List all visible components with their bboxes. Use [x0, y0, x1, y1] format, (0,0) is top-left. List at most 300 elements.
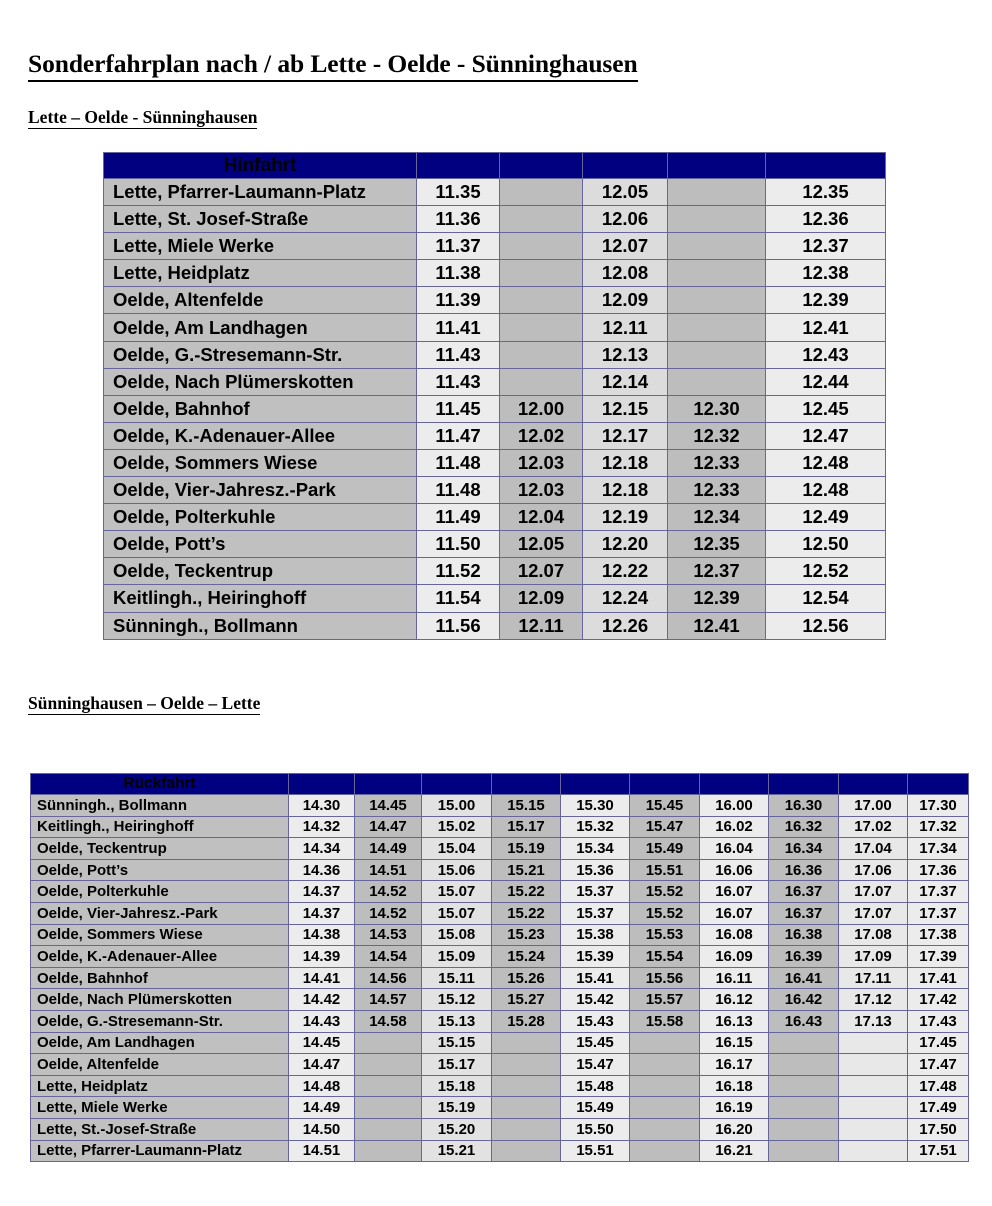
departure-time-cell: 15.26 [492, 967, 561, 989]
stop-name-cell: Oelde, G.-Stresemann-Str. [104, 341, 417, 368]
rueckfahrt-trip-header-1 [289, 774, 355, 795]
departure-time-cell [668, 206, 766, 233]
stop-name-cell: Lette, Miele Werke [31, 1097, 289, 1119]
departure-time-cell [355, 1118, 422, 1140]
departure-time-cell [630, 1140, 700, 1162]
departure-time-cell [769, 1140, 839, 1162]
departure-time-cell: 12.08 [583, 260, 668, 287]
departure-time-cell: 16.20 [700, 1118, 769, 1140]
departure-time-cell: 15.36 [561, 859, 630, 881]
departure-time-cell: 15.54 [630, 946, 700, 968]
departure-time-cell: 16.12 [700, 989, 769, 1011]
departure-time-cell [769, 1118, 839, 1140]
departure-time-cell: 12.05 [500, 531, 583, 558]
table-row [104, 287, 886, 314]
departure-time-cell [630, 1097, 700, 1119]
departure-time-cell: 12.54 [766, 585, 886, 612]
departure-time-cell: 16.43 [769, 1010, 839, 1032]
departure-time-cell: 15.47 [561, 1054, 630, 1076]
departure-time-cell: 14.39 [289, 946, 355, 968]
departure-time-cell: 15.23 [492, 924, 561, 946]
table-row [104, 504, 886, 531]
departure-time-cell: 14.54 [355, 946, 422, 968]
departure-time-cell: 12.06 [583, 206, 668, 233]
departure-time-cell: 12.35 [766, 179, 886, 206]
departure-time-cell: 12.39 [668, 585, 766, 612]
departure-time-cell: 16.06 [700, 859, 769, 881]
departure-time-cell: 17.09 [839, 946, 908, 968]
departure-time-cell: 14.43 [289, 1010, 355, 1032]
table-row [104, 449, 886, 476]
stop-name-cell: Lette, Heidplatz [31, 1075, 289, 1097]
stop-name-cell: Oelde, G.-Stresemann-Str. [31, 1010, 289, 1032]
departure-time-cell [769, 1097, 839, 1119]
departure-time-cell [630, 1118, 700, 1140]
table-row [31, 838, 969, 860]
departure-time-cell: 16.15 [700, 1032, 769, 1054]
departure-time-cell: 17.07 [839, 902, 908, 924]
departure-time-cell: 12.35 [668, 531, 766, 558]
departure-time-cell: 15.19 [492, 838, 561, 860]
departure-time-cell: 15.39 [561, 946, 630, 968]
stop-name-cell: Lette, St.-Josef-Straße [31, 1118, 289, 1140]
section-title-rueckfahrt: Sünninghausen – Oelde – Lette [28, 694, 260, 715]
departure-time-cell [500, 287, 583, 314]
departure-time-cell: 12.02 [500, 422, 583, 449]
departure-time-cell: 14.34 [289, 838, 355, 860]
stop-name-cell: Keitlingh., Heiringhoff [31, 816, 289, 838]
departure-time-cell: 15.24 [492, 946, 561, 968]
departure-time-cell: 12.52 [766, 558, 886, 585]
departure-time-cell: 11.35 [417, 179, 500, 206]
stop-name-cell: Oelde, Vier-Jahresz.-Park [104, 477, 417, 504]
departure-time-cell: 17.37 [908, 881, 969, 903]
departure-time-cell [492, 1054, 561, 1076]
departure-time-cell: 15.07 [422, 881, 492, 903]
departure-time-cell: 15.09 [422, 946, 492, 968]
rueckfahrt-trip-header-9 [839, 774, 908, 795]
departure-time-cell: 12.48 [766, 449, 886, 476]
departure-time-cell: 15.49 [561, 1097, 630, 1119]
table-row [31, 924, 969, 946]
departure-time-cell: 15.37 [561, 881, 630, 903]
departure-time-cell: 12.43 [766, 341, 886, 368]
departure-time-cell: 16.00 [700, 795, 769, 817]
table-row [104, 260, 886, 287]
stop-name-cell: Oelde, Polterkuhle [104, 504, 417, 531]
departure-time-cell: 12.03 [500, 449, 583, 476]
table-row [104, 368, 886, 395]
departure-time-cell: 17.36 [908, 859, 969, 881]
stop-name-cell: Oelde, Bahnhof [31, 967, 289, 989]
departure-time-cell: 17.30 [908, 795, 969, 817]
hinfahrt-trip-header-1 [417, 153, 500, 179]
departure-time-cell: 14.49 [289, 1097, 355, 1119]
departure-time-cell [355, 1032, 422, 1054]
departure-time-cell [630, 1075, 700, 1097]
stop-name-cell: Oelde, Vier-Jahresz.-Park [31, 902, 289, 924]
departure-time-cell [355, 1075, 422, 1097]
departure-time-cell: 11.49 [417, 504, 500, 531]
departure-time-cell: 15.22 [492, 881, 561, 903]
departure-time-cell: 11.50 [417, 531, 500, 558]
departure-time-cell: 12.20 [583, 531, 668, 558]
departure-time-cell: 16.21 [700, 1140, 769, 1162]
departure-time-cell: 16.39 [769, 946, 839, 968]
departure-time-cell [668, 260, 766, 287]
departure-time-cell: 11.38 [417, 260, 500, 287]
departure-time-cell: 12.04 [500, 504, 583, 531]
departure-time-cell [668, 314, 766, 341]
departure-time-cell [769, 1054, 839, 1076]
hinfahrt-header-label: Hinfahrt [104, 153, 417, 179]
timetable-rueckfahrt-body [31, 795, 969, 1162]
departure-time-cell: 17.41 [908, 967, 969, 989]
timetable-rueckfahrt [30, 773, 969, 1162]
departure-time-cell: 12.22 [583, 558, 668, 585]
section-title-hinfahrt: Lette – Oelde - Sünninghausen [28, 108, 257, 129]
stop-name-cell: Oelde, Bahnhof [104, 395, 417, 422]
departure-time-cell: 14.30 [289, 795, 355, 817]
departure-time-cell: 11.41 [417, 314, 500, 341]
timetable-hinfahrt-body [104, 179, 886, 640]
departure-time-cell: 15.15 [492, 795, 561, 817]
departure-time-cell: 11.48 [417, 449, 500, 476]
stop-name-cell: Oelde, Polterkuhle [31, 881, 289, 903]
departure-time-cell: 15.32 [561, 816, 630, 838]
rueckfahrt-trip-header-5 [561, 774, 630, 795]
table-row [31, 1075, 969, 1097]
departure-time-cell: 17.37 [908, 902, 969, 924]
table-row [104, 395, 886, 422]
departure-time-cell: 15.58 [630, 1010, 700, 1032]
departure-time-cell [839, 1032, 908, 1054]
departure-time-cell: 15.02 [422, 816, 492, 838]
departure-time-cell: 12.45 [766, 395, 886, 422]
departure-time-cell: 14.48 [289, 1075, 355, 1097]
table-row [104, 585, 886, 612]
departure-time-cell: 14.51 [289, 1140, 355, 1162]
departure-time-cell: 12.17 [583, 422, 668, 449]
stop-name-cell: Oelde, Am Landhagen [104, 314, 417, 341]
departure-time-cell: 12.11 [500, 612, 583, 639]
departure-time-cell: 15.51 [630, 859, 700, 881]
stop-name-cell: Sünningh., Bollmann [31, 795, 289, 817]
departure-time-cell [769, 1075, 839, 1097]
departure-time-cell: 12.19 [583, 504, 668, 531]
departure-time-cell: 16.32 [769, 816, 839, 838]
stop-name-cell: Oelde, Nach Plümerskotten [31, 989, 289, 1011]
departure-time-cell [355, 1097, 422, 1119]
hinfahrt-trip-header-2 [500, 153, 583, 179]
departure-time-cell: 14.47 [355, 816, 422, 838]
stop-name-cell: Oelde, Sommers Wiese [104, 449, 417, 476]
departure-time-cell: 12.13 [583, 341, 668, 368]
departure-time-cell: 16.37 [769, 902, 839, 924]
stop-name-cell: Lette, Heidplatz [104, 260, 417, 287]
departure-time-cell [668, 233, 766, 260]
departure-time-cell: 14.49 [355, 838, 422, 860]
departure-time-cell: 11.36 [417, 206, 500, 233]
departure-time-cell: 15.27 [492, 989, 561, 1011]
departure-time-cell: 16.42 [769, 989, 839, 1011]
departure-time-cell: 12.00 [500, 395, 583, 422]
departure-time-cell: 17.45 [908, 1032, 969, 1054]
departure-time-cell: 16.13 [700, 1010, 769, 1032]
departure-time-cell: 15.45 [630, 795, 700, 817]
stop-name-cell: Oelde, Altenfelde [104, 287, 417, 314]
departure-time-cell: 17.32 [908, 816, 969, 838]
table-row [104, 422, 886, 449]
departure-time-cell: 15.47 [630, 816, 700, 838]
table-row [31, 967, 969, 989]
departure-time-cell: 12.18 [583, 477, 668, 504]
departure-time-cell: 15.18 [422, 1075, 492, 1097]
table-row [104, 314, 886, 341]
departure-time-cell: 15.17 [422, 1054, 492, 1076]
table-row [31, 1054, 969, 1076]
table-row [104, 531, 886, 558]
stop-name-cell: Oelde, Sommers Wiese [31, 924, 289, 946]
departure-time-cell: 12.32 [668, 422, 766, 449]
departure-time-cell: 11.39 [417, 287, 500, 314]
departure-time-cell: 12.05 [583, 179, 668, 206]
hinfahrt-trip-header-5 [766, 153, 886, 179]
departure-time-cell: 16.41 [769, 967, 839, 989]
departure-time-cell: 14.45 [289, 1032, 355, 1054]
timetable-hinfahrt [103, 152, 886, 640]
departure-time-cell: 14.56 [355, 967, 422, 989]
departure-time-cell: 17.51 [908, 1140, 969, 1162]
table-row [104, 612, 886, 639]
table-row [31, 1097, 969, 1119]
departure-time-cell: 17.48 [908, 1075, 969, 1097]
departure-time-cell: 16.18 [700, 1075, 769, 1097]
departure-time-cell [492, 1140, 561, 1162]
departure-time-cell: 12.50 [766, 531, 886, 558]
departure-time-cell: 15.52 [630, 881, 700, 903]
departure-time-cell [355, 1054, 422, 1076]
departure-time-cell: 12.48 [766, 477, 886, 504]
departure-time-cell: 12.24 [583, 585, 668, 612]
departure-time-cell: 16.11 [700, 967, 769, 989]
departure-time-cell: 12.15 [583, 395, 668, 422]
departure-time-cell: 16.38 [769, 924, 839, 946]
rueckfahrt-trip-header-10 [908, 774, 969, 795]
departure-time-cell: 15.17 [492, 816, 561, 838]
table-row [31, 1118, 969, 1140]
departure-time-cell: 14.53 [355, 924, 422, 946]
departure-time-cell [500, 206, 583, 233]
departure-time-cell: 16.08 [700, 924, 769, 946]
rueckfahrt-trip-header-8 [769, 774, 839, 795]
departure-time-cell: 11.47 [417, 422, 500, 449]
departure-time-cell: 15.48 [561, 1075, 630, 1097]
departure-time-cell [839, 1097, 908, 1119]
departure-time-cell: 14.37 [289, 881, 355, 903]
departure-time-cell: 15.53 [630, 924, 700, 946]
departure-time-cell: 15.28 [492, 1010, 561, 1032]
page-title: Sonderfahrplan nach / ab Lette - Oelde - Sünninghausen [28, 50, 638, 82]
departure-time-cell: 17.08 [839, 924, 908, 946]
stop-name-cell: Oelde, Altenfelde [31, 1054, 289, 1076]
departure-time-cell: 11.43 [417, 368, 500, 395]
rueckfahrt-trip-header-3 [422, 774, 492, 795]
departure-time-cell: 17.49 [908, 1097, 969, 1119]
departure-time-cell: 12.09 [583, 287, 668, 314]
departure-time-cell: 15.08 [422, 924, 492, 946]
departure-time-cell: 15.04 [422, 838, 492, 860]
departure-time-cell [500, 233, 583, 260]
departure-time-cell: 15.22 [492, 902, 561, 924]
departure-time-cell [500, 179, 583, 206]
departure-time-cell: 15.21 [492, 859, 561, 881]
departure-time-cell: 15.57 [630, 989, 700, 1011]
departure-time-cell: 15.12 [422, 989, 492, 1011]
departure-time-cell: 12.56 [766, 612, 886, 639]
header-row [31, 774, 969, 795]
departure-time-cell: 15.42 [561, 989, 630, 1011]
stop-name-cell: Oelde, K.-Adenauer-Allee [31, 946, 289, 968]
departure-time-cell: 12.44 [766, 368, 886, 395]
departure-time-cell [769, 1032, 839, 1054]
rueckfahrt-trip-header-2 [355, 774, 422, 795]
departure-time-cell: 12.09 [500, 585, 583, 612]
stop-name-cell: Lette, Miele Werke [104, 233, 417, 260]
stop-name-cell: Sünningh., Bollmann [104, 612, 417, 639]
departure-time-cell: 12.26 [583, 612, 668, 639]
departure-time-cell: 16.34 [769, 838, 839, 860]
rueckfahrt-header-label: Rückfahrt [31, 774, 289, 795]
departure-time-cell: 15.13 [422, 1010, 492, 1032]
table-row [31, 795, 969, 817]
departure-time-cell: 15.07 [422, 902, 492, 924]
table-row [31, 816, 969, 838]
departure-time-cell: 17.42 [908, 989, 969, 1011]
departure-time-cell [668, 287, 766, 314]
departure-time-cell: 12.07 [583, 233, 668, 260]
table-row [104, 341, 886, 368]
departure-time-cell: 17.00 [839, 795, 908, 817]
departure-time-cell: 14.50 [289, 1118, 355, 1140]
departure-time-cell: 15.21 [422, 1140, 492, 1162]
departure-time-cell: 17.07 [839, 881, 908, 903]
departure-time-cell: 12.34 [668, 504, 766, 531]
departure-time-cell: 15.56 [630, 967, 700, 989]
stop-name-cell: Oelde, Teckentrup [104, 558, 417, 585]
stop-name-cell: Oelde, Pott’s [31, 859, 289, 881]
departure-time-cell: 16.37 [769, 881, 839, 903]
stop-name-cell: Lette, Pfarrer-Laumann-Platz [31, 1140, 289, 1162]
departure-time-cell: 15.37 [561, 902, 630, 924]
departure-time-cell: 14.51 [355, 859, 422, 881]
stop-name-cell: Oelde, Pott’s [104, 531, 417, 558]
departure-time-cell: 11.48 [417, 477, 500, 504]
departure-time-cell: 12.33 [668, 477, 766, 504]
stop-name-cell: Lette, St. Josef-Straße [104, 206, 417, 233]
departure-time-cell: 11.43 [417, 341, 500, 368]
departure-time-cell: 16.09 [700, 946, 769, 968]
departure-time-cell: 11.45 [417, 395, 500, 422]
table-row [31, 1140, 969, 1162]
departure-time-cell [668, 368, 766, 395]
departure-time-cell: 17.13 [839, 1010, 908, 1032]
departure-time-cell: 12.14 [583, 368, 668, 395]
departure-time-cell [500, 314, 583, 341]
departure-time-cell: 14.52 [355, 881, 422, 903]
header-row [104, 153, 886, 179]
departure-time-cell: 11.37 [417, 233, 500, 260]
departure-time-cell: 14.37 [289, 902, 355, 924]
stop-name-cell: Lette, Pfarrer-Laumann-Platz [104, 179, 417, 206]
departure-time-cell: 14.36 [289, 859, 355, 881]
departure-time-cell [492, 1032, 561, 1054]
departure-time-cell: 16.17 [700, 1054, 769, 1076]
departure-time-cell: 16.04 [700, 838, 769, 860]
departure-time-cell: 12.39 [766, 287, 886, 314]
departure-time-cell: 17.06 [839, 859, 908, 881]
departure-time-cell: 16.36 [769, 859, 839, 881]
departure-time-cell: 15.51 [561, 1140, 630, 1162]
departure-time-cell [492, 1118, 561, 1140]
departure-time-cell: 11.52 [417, 558, 500, 585]
departure-time-cell: 14.57 [355, 989, 422, 1011]
departure-time-cell: 12.38 [766, 260, 886, 287]
departure-time-cell: 17.39 [908, 946, 969, 968]
departure-time-cell: 12.07 [500, 558, 583, 585]
table-row [104, 233, 886, 260]
departure-time-cell: 15.30 [561, 795, 630, 817]
stop-name-cell: Oelde, Nach Plümerskotten [104, 368, 417, 395]
departure-time-cell [355, 1140, 422, 1162]
departure-time-cell [492, 1075, 561, 1097]
table-row [104, 206, 886, 233]
departure-time-cell: 12.11 [583, 314, 668, 341]
departure-time-cell: 17.43 [908, 1010, 969, 1032]
departure-time-cell: 15.19 [422, 1097, 492, 1119]
departure-time-cell [630, 1032, 700, 1054]
departure-time-cell: 17.34 [908, 838, 969, 860]
departure-time-cell: 15.15 [422, 1032, 492, 1054]
departure-time-cell: 15.00 [422, 795, 492, 817]
departure-time-cell [668, 179, 766, 206]
departure-time-cell: 15.41 [561, 967, 630, 989]
departure-time-cell: 11.54 [417, 585, 500, 612]
table-row [31, 881, 969, 903]
departure-time-cell [839, 1075, 908, 1097]
departure-time-cell: 17.12 [839, 989, 908, 1011]
departure-time-cell: 12.30 [668, 395, 766, 422]
table-row [31, 1032, 969, 1054]
table-row [104, 558, 886, 585]
departure-time-cell: 16.19 [700, 1097, 769, 1119]
departure-time-cell [839, 1140, 908, 1162]
table-row [104, 477, 886, 504]
departure-time-cell: 14.42 [289, 989, 355, 1011]
departure-time-cell [500, 260, 583, 287]
table-row [31, 989, 969, 1011]
stop-name-cell: Oelde, Teckentrup [31, 838, 289, 860]
departure-time-cell: 14.47 [289, 1054, 355, 1076]
timetable-hinfahrt-header [104, 153, 886, 179]
timetable-rueckfahrt-header [31, 774, 969, 795]
rueckfahrt-trip-header-6 [630, 774, 700, 795]
departure-time-cell: 15.52 [630, 902, 700, 924]
departure-time-cell: 12.18 [583, 449, 668, 476]
departure-time-cell [668, 341, 766, 368]
table-row [31, 1010, 969, 1032]
departure-time-cell: 15.38 [561, 924, 630, 946]
